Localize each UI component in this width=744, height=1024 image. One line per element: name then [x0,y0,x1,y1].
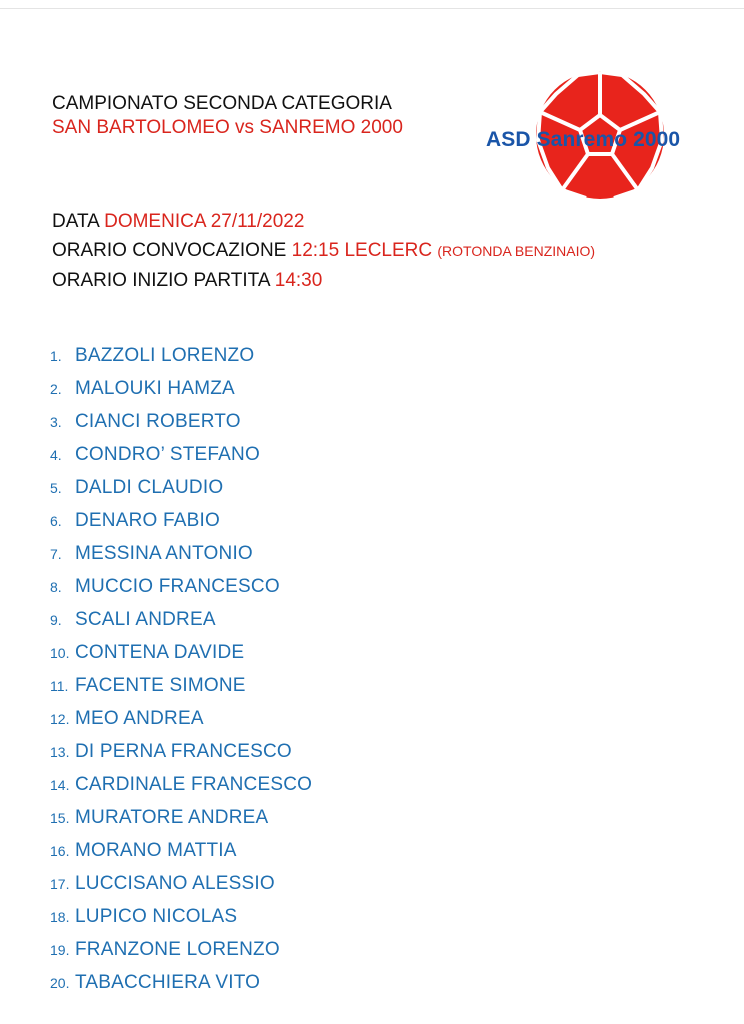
date-value: DOMENICA 27/11/2022 [104,211,305,232]
player-number: 1. [50,348,62,364]
player-list [50,341,312,1001]
player-name: LUPICO NICOLAS [75,906,238,927]
player-name: MURATORE ANDREA [75,807,269,828]
player-number: 6. [50,513,62,529]
player-number: 9. [50,612,62,628]
player-name: BAZZOLI LORENZO [75,345,255,366]
start-time-label: ORARIO INIZIO PARTITA [52,270,270,291]
list-item [50,605,312,638]
list-item [50,869,312,902]
player-number: 20. [50,975,70,991]
player-name: CARDINALE FRANCESCO [75,774,313,795]
list-item [50,836,312,869]
date-label: DATA [52,211,99,232]
list-item [50,638,312,671]
list-item [50,539,312,572]
list-item [50,473,312,506]
player-name: FRANZONE LORENZO [75,939,280,960]
player-number: 8. [50,579,62,595]
player-name: MALOUKI HAMZA [75,378,235,399]
player-number: 15. [50,810,70,826]
call-time-row [52,236,595,266]
player-number: 4. [50,447,62,463]
player-name: CIANCI ROBERTO [75,411,241,432]
player-number: 10. [50,645,70,661]
player-number: 3. [50,414,62,430]
player-number: 2. [50,381,62,397]
player-number: 19. [50,942,70,958]
list-item [50,737,312,770]
player-name: SCALI ANDREA [75,609,216,630]
player-name: MEO ANDREA [75,708,204,729]
player-name: MESSINA ANTONIO [75,543,253,564]
player-name: LUCCISANO ALESSIO [75,873,275,894]
player-number: 16. [50,843,70,859]
list-item [50,506,312,539]
player-number: 14. [50,777,70,793]
date-row [52,207,595,236]
player-number: 7. [50,546,62,562]
player-name: DI PERNA FRANCESCO [75,741,292,762]
list-item [50,770,312,803]
player-name: TABACCHIERA VITO [75,972,261,993]
call-time-value: 12:15 LECLERC [291,240,433,261]
player-number: 18. [50,909,70,925]
player-number: 11. [50,678,69,694]
match-info [52,207,595,295]
list-item [50,341,312,374]
player-number: 5. [50,480,62,496]
match-header [52,92,403,140]
list-item [50,440,312,473]
list-item [50,407,312,440]
call-time-note: (ROTONDA BENZINAIO) [437,243,596,259]
list-item [50,704,312,737]
player-name: DALDI CLAUDIO [75,477,224,498]
player-number: 17. [50,876,70,892]
start-time-value: 14:30 [274,270,323,291]
list-item [50,671,312,704]
club-logo-text: ASD Sanremo 2000 [486,128,681,151]
player-name: MUCCIO FRANCESCO [75,576,280,597]
call-time-label: ORARIO CONVOCAZIONE [52,240,287,261]
player-name: FACENTE SIMONE [75,675,246,696]
list-item [50,968,312,1001]
list-item [50,803,312,836]
player-name: CONDRO’ STEFANO [75,444,260,465]
player-number: 12. [50,711,70,727]
player-name: CONTENA DAVIDE [75,642,245,663]
competition-title: CAMPIONATO SECONDA CATEGORIA [52,93,392,114]
list-item [50,374,312,407]
list-item [50,572,312,605]
list-item [50,902,312,935]
match-title: SAN BARTOLOMEO vs SANREMO 2000 [52,117,403,138]
player-number: 13. [50,744,70,760]
player-name: DENARO FABIO [75,510,220,531]
club-logo [478,70,718,210]
start-time-row [52,266,595,295]
list-item [50,935,312,968]
player-name: MORANO MATTIA [75,840,237,861]
top-divider [0,8,744,9]
